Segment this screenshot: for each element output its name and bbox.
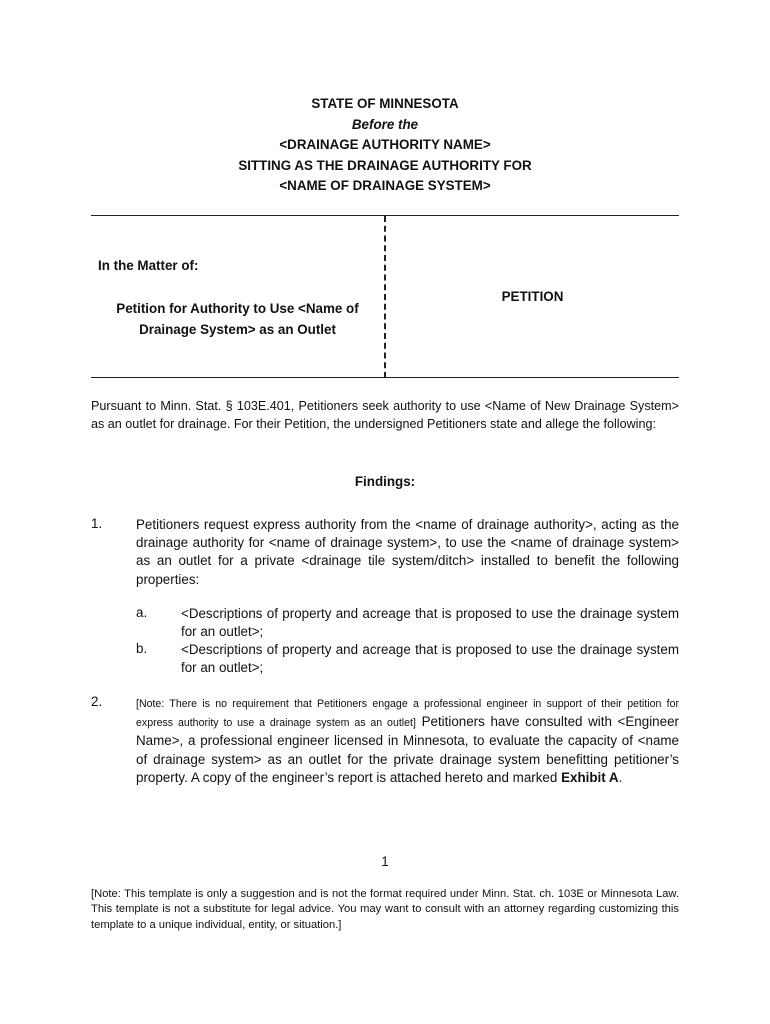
document-type-label: PETITION (501, 289, 564, 304)
item-2-body: Petitioners have consulted with <Engineer Name>, a professional engineer licensed in Minnesota, to evaluate the capacity of <name of drainage system> as an outlet for the private drainage system benefitting petitioner’s property. A copy of the engineer’s report is attached hereto and marked (136, 714, 679, 785)
intro-paragraph: Pursuant to Minn. Stat. § 103E.401, Petitioners seek authority to use <Name of New Drainage System> as an outlet for drainage. For their Petition, the undersigned Petitioners state and allege the following: (91, 399, 679, 432)
drainage-system-line: <NAME OF DRAINAGE SYSTEM> (279, 178, 491, 194)
footer-note: [Note: This template is only a suggestion and is not the format required under Minn. Stat. ch. 103E or Minnesota Law. This template is not a substitute for legal advice. You may want to consult with an attorney regarding customizing this template to a unique individual, entity, or situation.] (91, 888, 679, 931)
authority-name-line: <DRAINAGE AUTHORITY NAME> (279, 137, 491, 153)
caption-bottom-rule (91, 377, 679, 378)
exhibit-reference: Exhibit A (561, 769, 619, 785)
item-2-end: . (618, 769, 623, 785)
subitem-text-b: <Descriptions of property and acreage that is proposed to use the drainage system for an outlet>; (181, 642, 679, 676)
subitem-letter-a: a. (136, 605, 148, 620)
item-number-2: 2. (91, 694, 103, 709)
subitem-letter-b: b. (136, 641, 148, 656)
engineer-note: [Note: There is no requirement that Petitioners engage a professional engineer in support of their petition for express authority to use a drainage system as an outlet] (136, 698, 679, 730)
findings-heading: Findings: (354, 474, 416, 489)
court-header (91, 94, 679, 197)
state-line: STATE OF MINNESOTA (311, 96, 459, 111)
page-number: 1 (381, 854, 389, 869)
matter-label: In the Matter of: (98, 258, 199, 273)
caption-title: Petition for Authority to Use <Name of Drainage System> as an Outlet (116, 301, 359, 337)
item-number-1: 1. (91, 516, 103, 531)
item-text-2 (136, 694, 679, 787)
before-line: Before the (351, 116, 419, 132)
subitem-text-a: <Descriptions of property and acreage that is proposed to use the drainage system for an outlet>; (181, 606, 679, 640)
item-text-1: Petitioners request express authority from the <name of drainage authority>, acting as the drainage authority for <name of drainage system>, to use the <name of drainage system> as an outlet for a private <drainage tile system/ditch> installed to benefit the following properties: (136, 517, 679, 587)
sitting-as-line: SITTING AS THE DRAINAGE AUTHORITY FOR (238, 157, 532, 173)
